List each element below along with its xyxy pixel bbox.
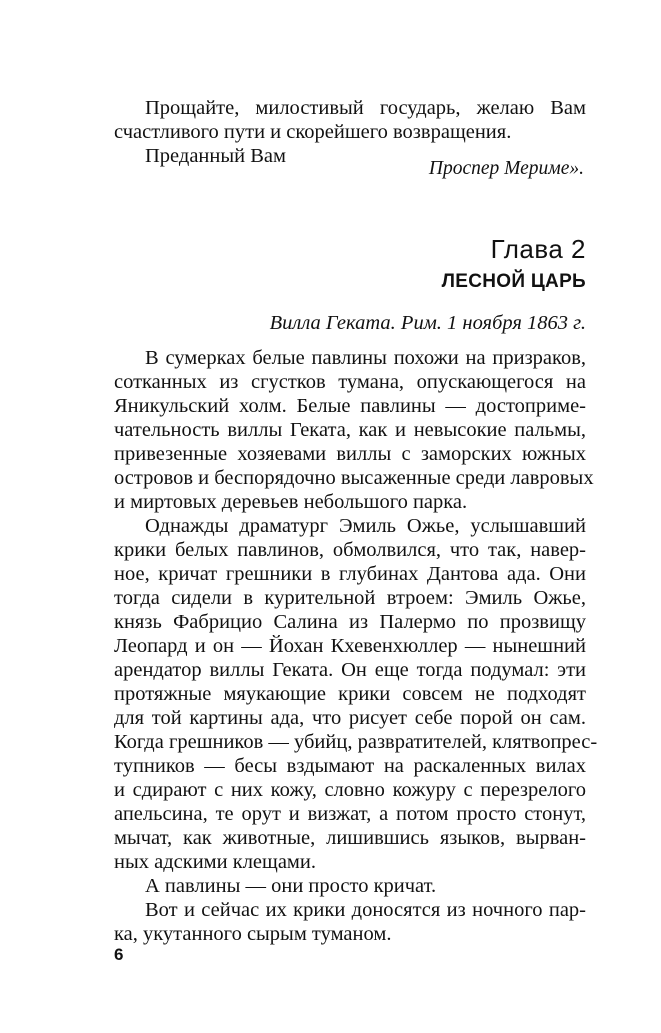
- body-line: и сдирают с них кожу, словно кожуру с перезрелого: [114, 779, 586, 801]
- body-line: ное, кричат грешники в глубинах Дантова ада. Они: [114, 563, 586, 585]
- body-line: привезенные хозяевами виллы с заморских южных: [114, 443, 586, 465]
- body-line: тогда сидели в курительной втроем: Эмиль Ожье,: [114, 587, 586, 609]
- page-number: 6: [114, 945, 124, 964]
- chapter-dateline: Вилла Геката. Рим. 1 ноября 1863 г.: [269, 312, 586, 334]
- letter-line: счастливого пути и скорейшего возвращения.: [114, 121, 512, 143]
- body-line: Однажды драматург Эмиль Ожье, услышавший: [145, 515, 586, 537]
- body-line: островов и беспорядочно высаженные среди лавровых: [114, 467, 594, 489]
- chapter-title: ЛЕСНОЙ ЦАРЬ: [441, 271, 586, 292]
- body-line: протяжные мяукающие крики совсем не подходят: [114, 683, 586, 705]
- letter-signature: Проспер Мериме».: [428, 158, 584, 179]
- body-line: тупников — бесы вздымают на раскаленных вилах: [114, 755, 586, 777]
- body-line: Вот и сейчас их крики доносятся из ночного пар-: [145, 899, 586, 921]
- body-line: Когда грешников — убийц, развратителей, клятвопрес-: [114, 731, 598, 753]
- body-line: мычат, как животные, лишившись языков, вырван-: [114, 827, 586, 849]
- body-line: В сумерках белые павлины похожи на призраков,: [145, 347, 586, 369]
- body-line: апельсина, те орут и визжат, а потом просто стонут,: [114, 803, 586, 825]
- body-line: для той картины ада, что рисует себе порой он сам.: [114, 707, 586, 729]
- body-line: князь Фабрицио Салина из Палермо по прозвищу: [114, 611, 586, 633]
- body-line: чательность виллы Геката, как и невысокие пальмы,: [114, 419, 586, 441]
- body-line: крики белых павлинов, обмолвился, что так, навер-: [114, 539, 586, 561]
- letter-closing: Преданный Вам: [145, 145, 286, 167]
- body-line: Леопард и он — Йохан Кхевенхюллер — нынешний: [114, 635, 586, 657]
- body-line: А павлины — они просто кричат.: [145, 875, 437, 897]
- body-line: сотканных из сгустков тумана, опускающегося на: [114, 371, 586, 393]
- body-line: арендатор виллы Геката. Он еще тогда подумал: эти: [114, 659, 586, 681]
- body-line: Яникульский холм. Белые павлины — достоприме-: [114, 395, 586, 417]
- book-page: [114, 0, 598, 1033]
- chapter-number: Глава 2: [490, 234, 586, 264]
- letter-line: Прощайте, милостивый государь, желаю Вам: [145, 97, 586, 119]
- body-line: и миртовых деревьев небольшого парка.: [114, 491, 468, 513]
- body-line: ных адскими клещами.: [114, 851, 316, 873]
- body-line: ка, укутанного сырым туманом.: [114, 923, 392, 945]
